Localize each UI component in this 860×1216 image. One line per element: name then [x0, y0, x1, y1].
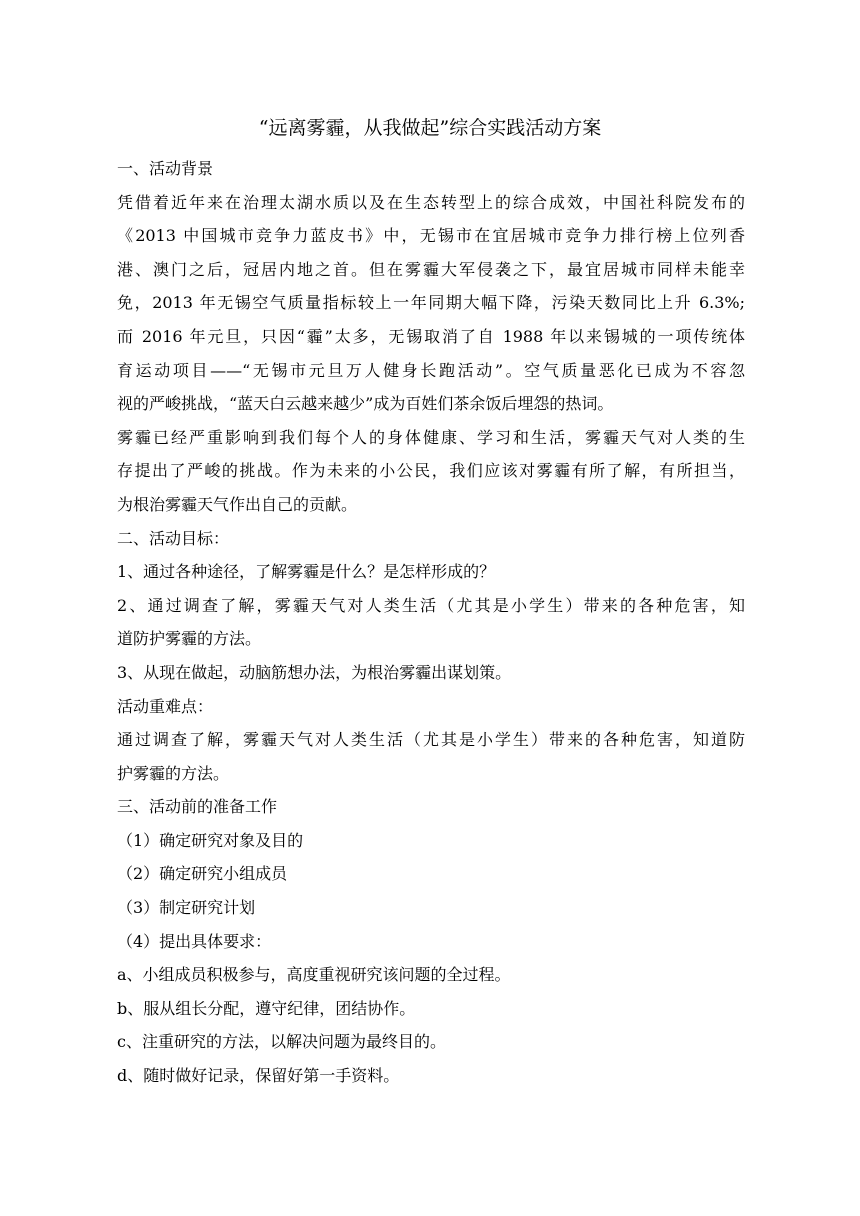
paragraph-line: 港、澳门之后，冠居内地之首。但在雾霾大军侵袭之下，最宜居城市同样未能幸: [117, 259, 745, 279]
paragraph-line: 雾霾已经严重影响到我们每个人的身体健康、学习和生活，雾霾天气对人类的生: [117, 427, 745, 447]
document-title: “远离雾霾，从我做起”综合实践活动方案: [258, 117, 602, 139]
paragraph-line: 育运动项目——“无锡市元旦万人健身长跑活动”。空气质量恶化已成为不容忽: [117, 360, 745, 380]
section-heading-background: 一、活动背景: [117, 159, 214, 178]
preparation-item: （1）确定研究对象及目的: [117, 830, 304, 850]
preparation-item: （3）制定研究计划: [117, 898, 256, 918]
requirement-item: a、小组成员积极参与，高度重视研究该问题的全过程。: [117, 965, 511, 985]
preparation-item: （4）提出具体要求：: [117, 931, 272, 951]
goal-item: 3、从现在做起，动脑筋想办法，为根治雾霾出谋划策。: [117, 662, 512, 682]
paragraph-line: 《2013 中国城市竞争力蓝皮书》中，无锡市在宜居城市竞争力排行榜上位列香: [117, 226, 745, 246]
paragraph-line: 为根治雾霾天气作出自己的贡献。: [117, 494, 358, 514]
paragraph-line: 存提出了严峻的挑战。作为未来的小公民，我们应该对雾霾有所了解，有所担当，: [117, 461, 745, 481]
paragraph-line: 凭借着近年来在治理太湖水质以及在生态转型上的综合成效，中国社科院发布的: [117, 192, 745, 212]
paragraph-line: 护雾霾的方法。: [117, 763, 230, 783]
paragraph-line: 视的严峻挑战，“蓝天白云越来越少”成为百姓们茶余饭后埋怨的热词。: [117, 394, 614, 414]
requirement-item: d、随时做好记录，保留好第一手资料。: [117, 1066, 400, 1086]
requirement-item: b、服从组长分配，遵守纪律，团结协作。: [117, 998, 416, 1018]
subheading-key-points: 活动重难点：: [117, 696, 214, 716]
goal-item: 1、通过各种途径，了解雾霾是什么？是怎样形成的？: [117, 562, 496, 582]
paragraph-line: 通过调查了解，雾霾天气对人类生活（尤其是小学生）带来的各种危害，知道防: [117, 730, 745, 750]
preparation-item: （2）确定研究小组成员: [117, 864, 288, 884]
requirement-item: c、注重研究的方法，以解决问题为最终目的。: [117, 1032, 446, 1052]
section-heading-goals: 二、活动目标：: [117, 528, 230, 548]
section-heading-preparation: 三、活动前的准备工作: [117, 797, 278, 817]
paragraph-line: 而 2016 年元旦，只因“霾”太多，无锡取消了自 1988 年以来锡城的一项传统体: [117, 326, 745, 346]
goal-item-continued: 道防护雾霾的方法。: [117, 629, 262, 649]
goal-item: 2、通过调查了解，雾霾天气对人类生活（尤其是小学生）带来的各种危害，知: [117, 595, 745, 615]
document-body: [117, 152, 745, 1093]
paragraph-line: 免，2013 年无锡空气质量指标较上一年同期大幅下降，污染天数同比上升 6.3%;: [117, 293, 745, 313]
